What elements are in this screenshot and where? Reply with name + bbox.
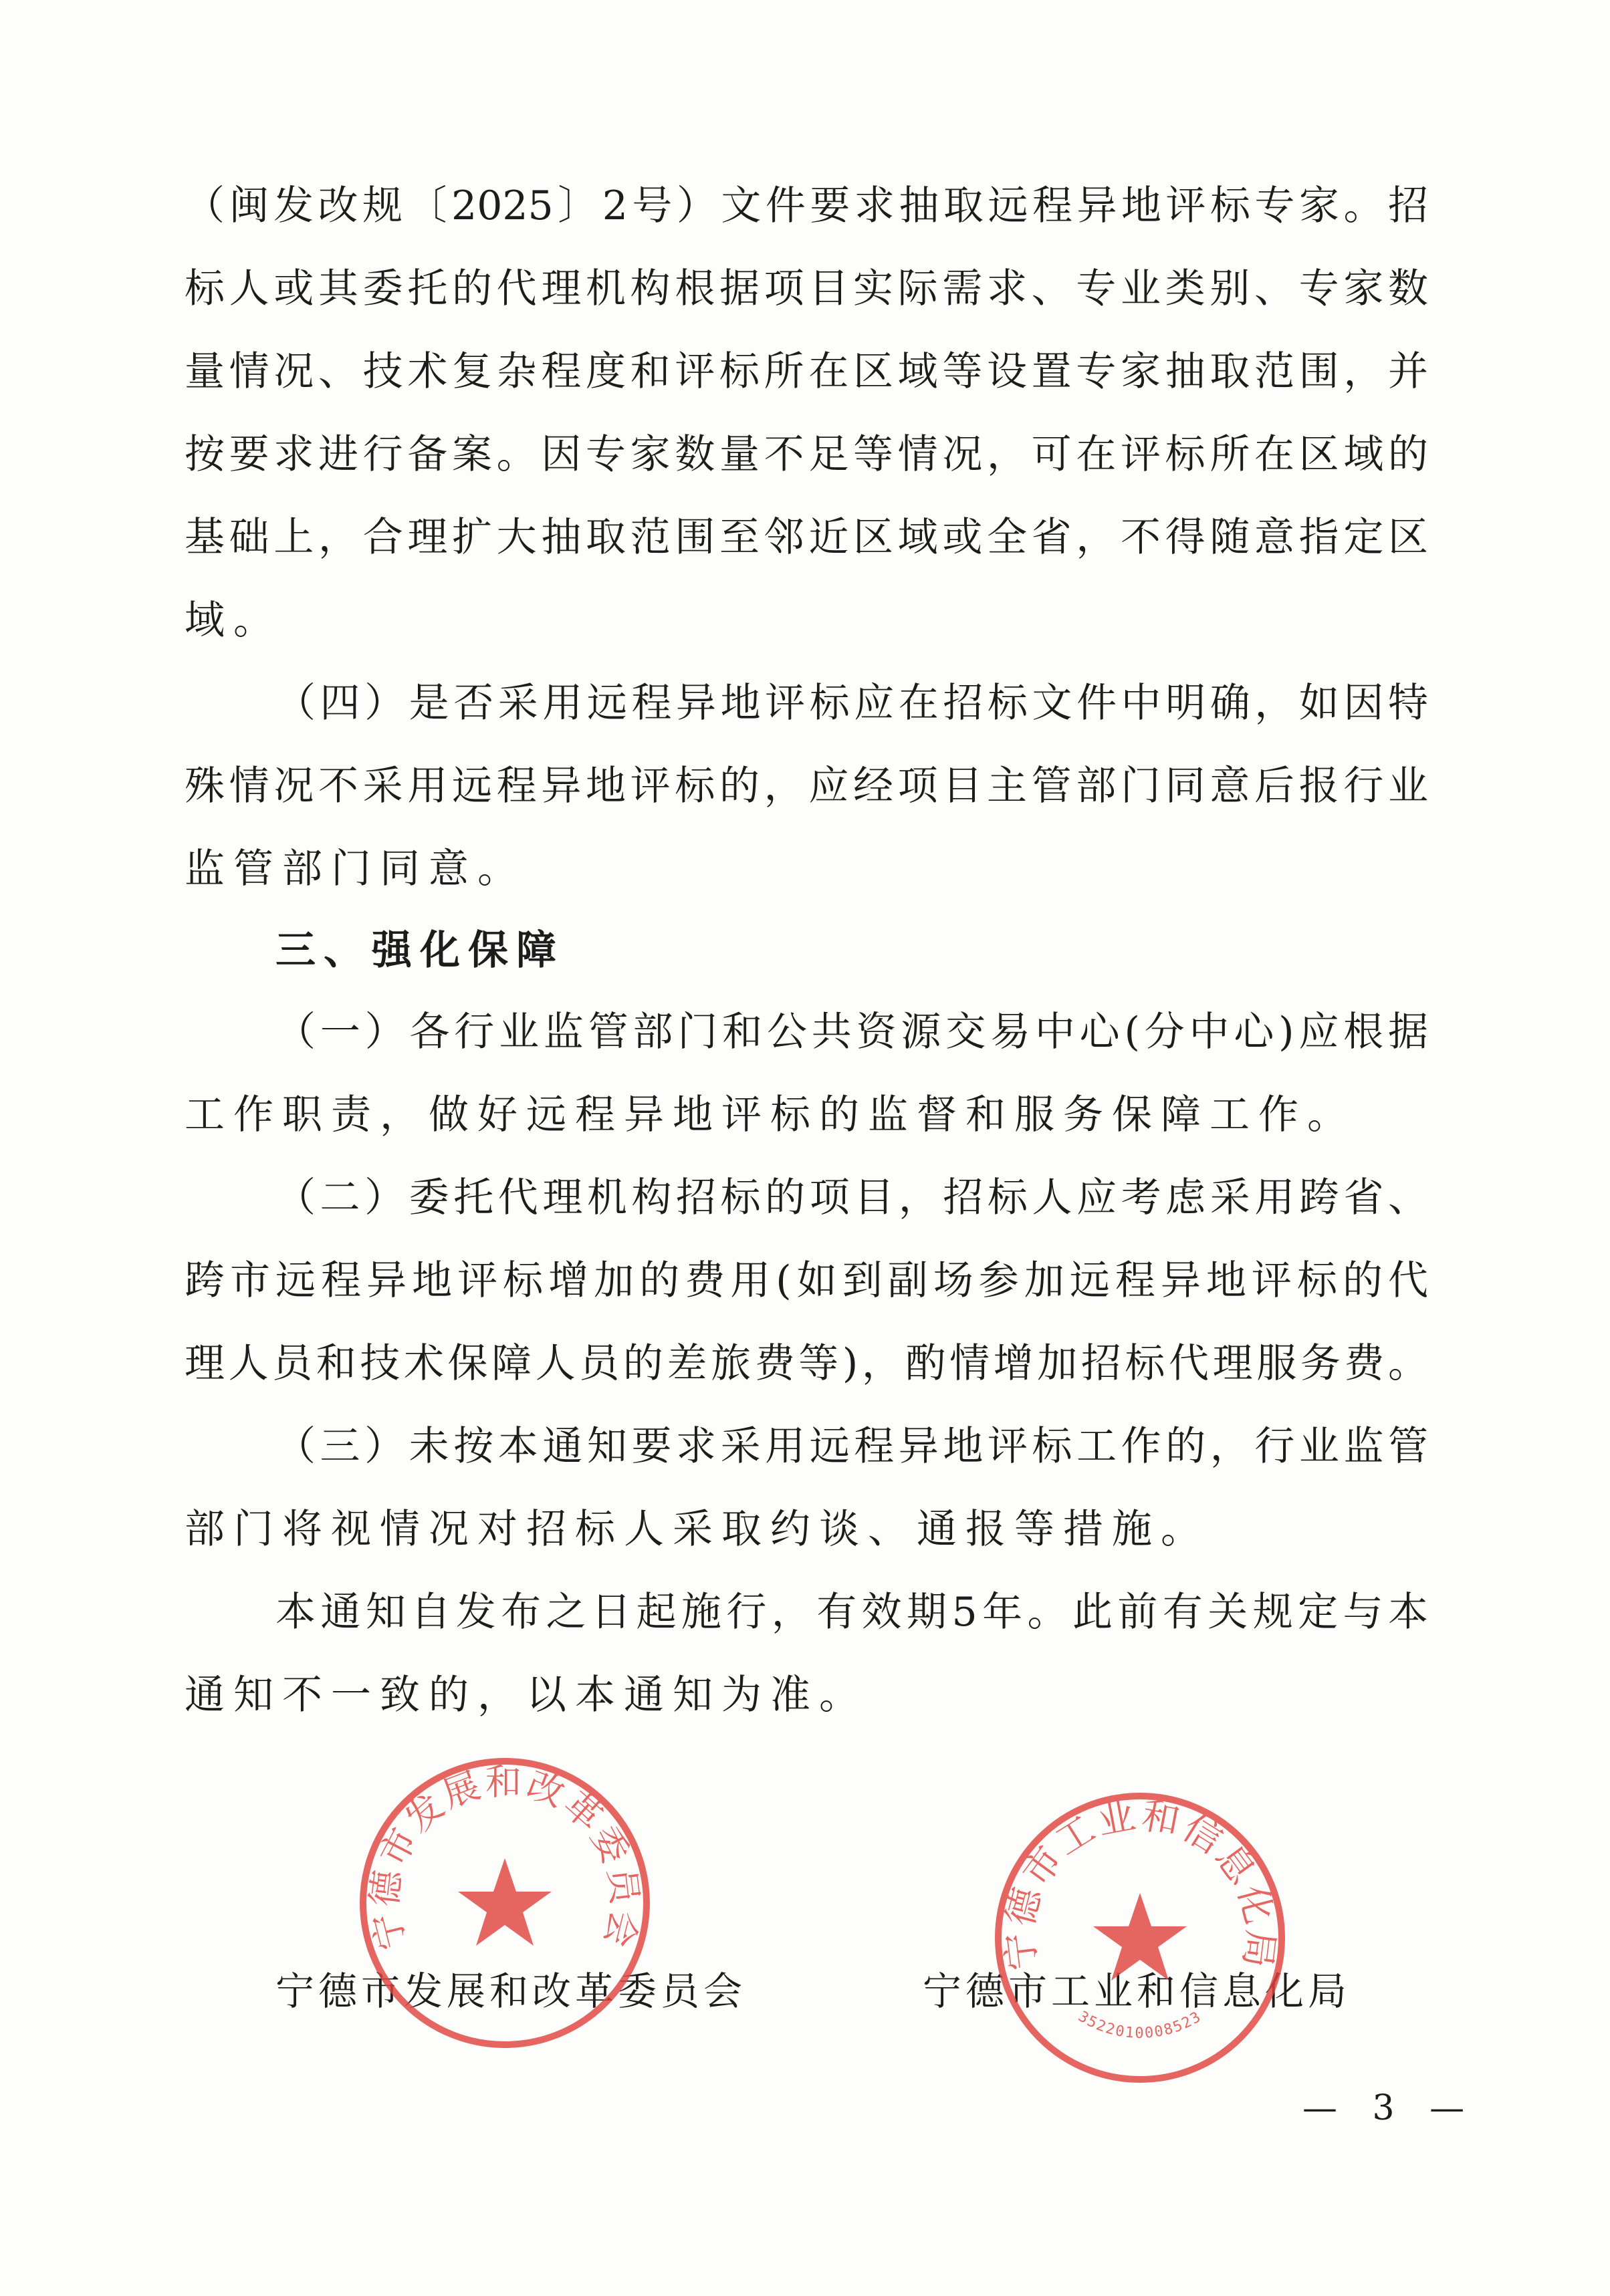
signature-left: 宁德市发展和改革委员会: [275, 1968, 747, 2014]
body-line-17: 部门将视情况对招标人采取约谈、通报等措施。: [185, 1506, 1210, 1553]
body-line-9: 监管部门同意。: [185, 846, 526, 892]
body-line-18: 本通知自发布之日起施行，有效期5年。此前有关规定与本: [275, 1589, 1428, 1636]
body-line-14: 跨市远程异地评标增加的费用(如到副场参加远程异地评标的代: [185, 1257, 1428, 1304]
body-line-8: 殊情况不采用远程异地评标的，应经项目主管部门同意后报行业: [185, 763, 1428, 809]
svg-text:3522010008523: 3522010008523: [1075, 2008, 1205, 2042]
section-heading: 三、强化保障: [275, 927, 564, 974]
body-line-6: 域。: [185, 597, 282, 644]
svg-text:宁德市工业和信息化局: 宁德市工业和信息化局: [997, 1793, 1283, 1973]
seal-star-icon: [1093, 1893, 1187, 1981]
body-line-4: 按要求进行备案。因专家数量不足等情况，可在评标所在区域的: [185, 431, 1428, 478]
official-seal-left: [348, 1746, 662, 2060]
svg-text:宁德市发展和改革委员会: 宁德市发展和改革委员会: [363, 1761, 647, 1954]
seal-star-icon: [458, 1858, 552, 1946]
official-seal-right: [983, 1781, 1297, 2095]
body-line-12: 工作职责，做好远程异地评标的监督和服务保障工作。: [185, 1092, 1356, 1138]
signature-right: 宁德市工业和信息化局: [923, 1968, 1351, 2014]
body-line-3: 量情况、技术复杂程度和评标所在区域等设置专家抽取范围，并: [185, 348, 1428, 395]
body-line-5: 基础上，合理扩大抽取范围至邻近区域或全省，不得随意指定区: [185, 514, 1428, 561]
body-line-15: 理人员和技术保障人员的差旅费等)，酌情增加招标代理服务费。: [185, 1340, 1428, 1387]
body-line-16: （三）未按本通知要求采用远程异地评标工作的，行业监管: [275, 1423, 1428, 1470]
body-line-13: （二）委托代理机构招标的项目，招标人应考虑采用跨省、: [275, 1174, 1428, 1221]
body-line-19: 通知不一致的，以本通知为准。: [185, 1672, 868, 1718]
body-line-2: 标人或其委托的代理机构根据项目实际需求、专业类别、专家数: [185, 265, 1428, 312]
body-line-1: （闽发改规〔2025〕2号）文件要求抽取远程异地评标专家。招: [185, 182, 1428, 229]
body-line-11: （一）各行业监管部门和公共资源交易中心(分中心)应根据: [275, 1009, 1428, 1055]
body-line-7: （四）是否采用远程异地评标应在招标文件中明确，如因特: [275, 680, 1428, 727]
page-number: — 3 —: [1302, 2088, 1477, 2128]
